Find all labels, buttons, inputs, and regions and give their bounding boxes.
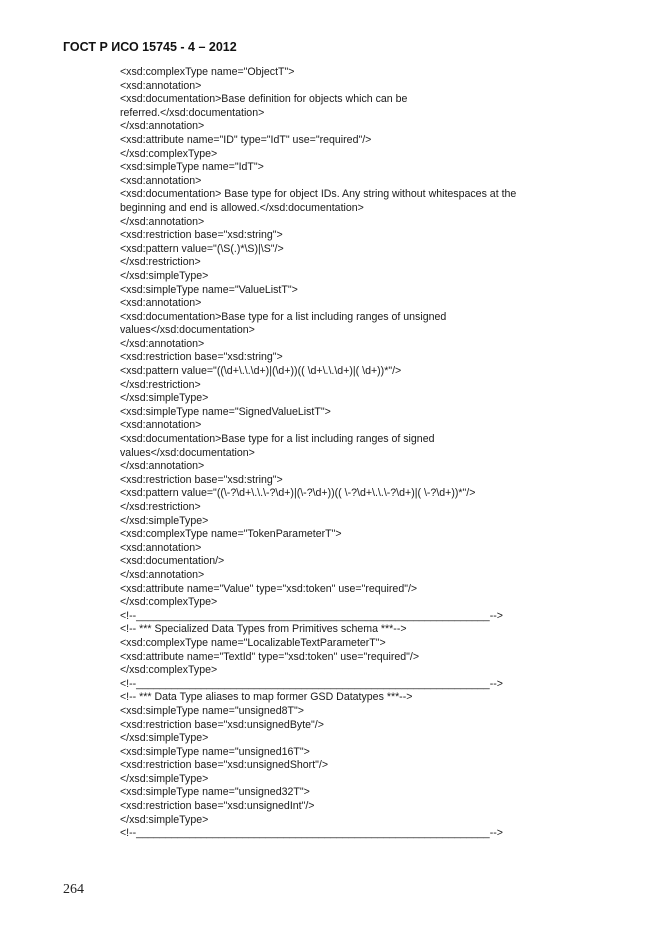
code-line: <xsd:pattern value="((\-?\d+\.\.\-?\d+)|(\-?\d+))(( \-?\d+\.\.\-?\d+)|( \-?\d+))*"/> bbox=[120, 487, 476, 500]
code-line: <xsd:simpleType name="IdT"> bbox=[120, 161, 264, 174]
code-line: <xsd:pattern value="((\d+\.\.\d+)|(\d+))(( \d+\.\.\d+)|( \d+))*"/> bbox=[120, 365, 402, 378]
code-line: beginning and end is allowed.</xsd:documentation> bbox=[120, 201, 364, 214]
code-line: values</xsd:documentation> bbox=[120, 446, 255, 459]
code-line: <!--____________________________________________________________--> bbox=[120, 609, 503, 622]
code-line: </xsd:restriction> bbox=[120, 256, 201, 269]
code-line: referred.</xsd:documentation> bbox=[120, 106, 265, 119]
code-line: <xsd:complexType name="LocalizableTextParameterT"> bbox=[120, 636, 386, 649]
code-line: <xsd:annotation> bbox=[120, 174, 202, 187]
code-line: </xsd:complexType> bbox=[120, 596, 218, 609]
code-line: </xsd:complexType> bbox=[120, 147, 218, 160]
code-line: <xsd:simpleType name="ValueListT"> bbox=[120, 283, 298, 296]
code-line: </xsd:annotation> bbox=[120, 460, 205, 473]
code-line: <xsd:attribute name="ID" type="IdT" use="required"/> bbox=[120, 133, 372, 146]
code-line: <!-- *** Specialized Data Types from Primitives schema ***--> bbox=[120, 623, 407, 636]
code-line: </xsd:annotation> bbox=[120, 568, 205, 581]
page-number: 264 bbox=[63, 882, 84, 897]
code-line: <xsd:pattern value="(\S(.)*\S)|\S"/> bbox=[120, 242, 284, 255]
code-line: <xsd:documentation>Base type for a list including ranges of signed bbox=[120, 433, 435, 446]
code-line: <xsd:attribute name="TextId" type="xsd:token" use="required"/> bbox=[120, 650, 420, 663]
code-line: <xsd:documentation>Base definition for objects which can be bbox=[120, 93, 408, 106]
code-line: <xsd:simpleType name="unsigned8T"> bbox=[120, 704, 304, 717]
code-line: </xsd:simpleType> bbox=[120, 269, 209, 282]
code-line: <xsd:documentation> Base type for object IDs. Any string without whitespaces at the bbox=[120, 188, 517, 201]
code-line: <xsd:restriction base="xsd:unsignedInt"/> bbox=[120, 800, 315, 813]
code-line: </xsd:simpleType> bbox=[120, 732, 209, 745]
code-line: <xsd:simpleType name="unsigned16T"> bbox=[120, 745, 310, 758]
code-line: <xsd:complexType name="TokenParameterT"> bbox=[120, 528, 342, 541]
code-line: <xsd:annotation> bbox=[120, 541, 202, 554]
code-line: </xsd:simpleType> bbox=[120, 772, 209, 785]
code-line: </xsd:restriction> bbox=[120, 501, 201, 513]
code-line: </xsd:complexType> bbox=[120, 664, 218, 677]
code-line: </xsd:annotation> bbox=[120, 215, 205, 228]
code-line: <xsd:attribute name="Value" type="xsd:token" use="required"/> bbox=[120, 582, 418, 595]
code-line: <xsd:restriction base="xsd:string"> bbox=[120, 473, 283, 486]
code-line: <xsd:annotation> bbox=[120, 297, 202, 310]
page-header-title: ГОСТ Р ИСО 15745 - 4 – 2012 bbox=[63, 40, 237, 54]
code-line: <xsd:annotation> bbox=[120, 79, 202, 92]
code-line: <!--____________________________________________________________--> bbox=[120, 827, 503, 840]
code-line: <xsd:simpleType name="SignedValueListT"> bbox=[120, 405, 331, 418]
xsd-code-block bbox=[120, 66, 590, 841]
code-line: </xsd:restriction> bbox=[120, 378, 201, 391]
code-line: <xsd:restriction base="xsd:string"> bbox=[120, 351, 283, 364]
code-line: </xsd:simpleType> bbox=[120, 514, 209, 527]
code-line: <!--____________________________________________________________--> bbox=[120, 677, 503, 690]
code-line: </xsd:annotation> bbox=[120, 120, 205, 133]
code-line: <xsd:restriction base="xsd:unsignedByte"/> bbox=[120, 718, 324, 731]
code-line: <xsd:restriction base="xsd:string"> bbox=[120, 229, 283, 242]
code-line: <xsd:documentation>Base type for a list including ranges of unsigned bbox=[120, 310, 447, 323]
code-line: <!-- *** Data Type aliases to map former GSD Datatypes ***--> bbox=[120, 691, 413, 704]
code-line: values</xsd:documentation> bbox=[120, 324, 255, 337]
code-line: <xsd:complexType name="ObjectT"> bbox=[120, 66, 295, 78]
code-line: </xsd:simpleType> bbox=[120, 392, 209, 405]
code-line: </xsd:annotation> bbox=[120, 337, 205, 350]
code-line: <xsd:simpleType name="unsigned32T"> bbox=[120, 786, 310, 799]
code-line: <xsd:annotation> bbox=[120, 419, 202, 432]
code-line: </xsd:simpleType> bbox=[120, 813, 209, 826]
code-line: <xsd:restriction base="xsd:unsignedShort"/> bbox=[120, 759, 329, 772]
code-line: <xsd:documentation/> bbox=[120, 555, 225, 568]
